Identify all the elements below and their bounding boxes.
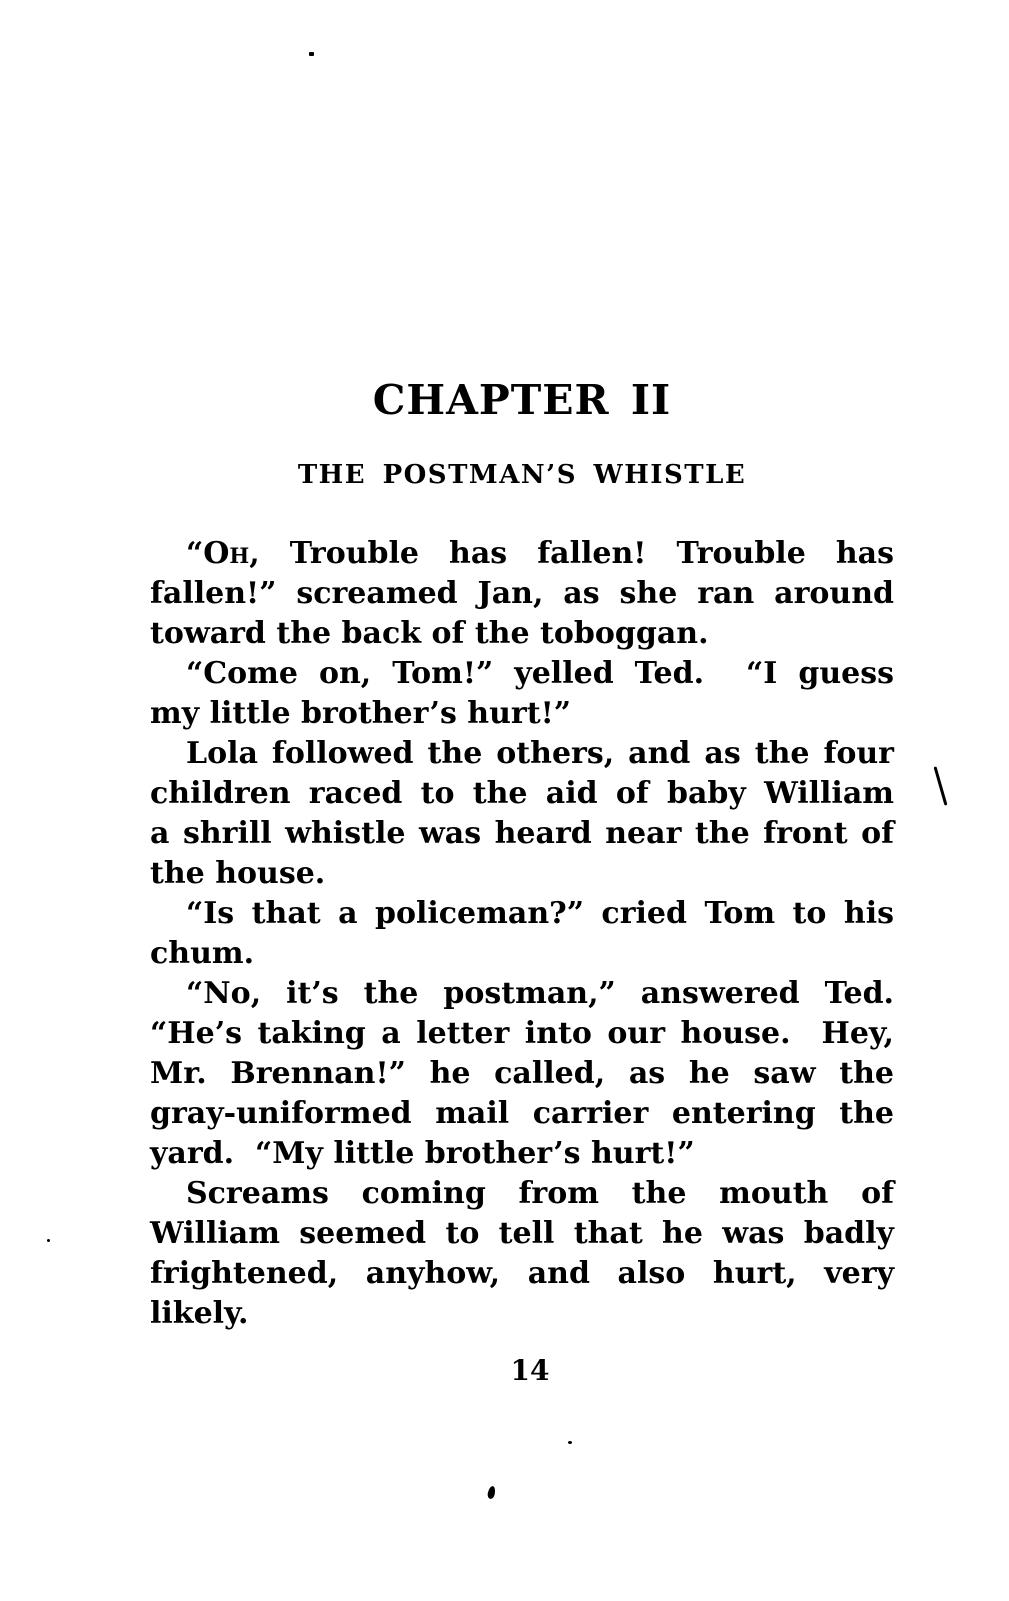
text-line: yard. “My little brother’s hurt!”: [150, 1136, 695, 1171]
stray-line-mark: [934, 766, 948, 805]
text-line: “Come on, Tom!” yelled Ted. “I guess: [186, 656, 894, 691]
text-line-rest: Trouble has fallen! Trouble has: [259, 536, 894, 571]
smallcaps-lead: “Oh,: [186, 536, 260, 571]
chapter-title: CHAPTER II: [372, 376, 672, 424]
text-line: gray-uniformed mail carrier entering the: [150, 1096, 894, 1131]
text-line: [150, 534, 894, 574]
text-line: fallen!” screamed Jan, as she ran around: [150, 576, 894, 611]
text-line: Screams coming from the mouth of: [186, 1176, 894, 1211]
text-line: likely.: [150, 1296, 249, 1331]
page-number: 14: [510, 1354, 550, 1387]
text-line: my little brother’s hurt!”: [150, 696, 571, 731]
ink-apostrophe-mark: [487, 1485, 497, 1499]
text-line: frightened, anyhow, and also hurt, very: [150, 1256, 894, 1291]
ink-speck-top: [309, 52, 314, 56]
text-line: the house.: [150, 856, 326, 891]
chapter-subtitle: THE POSTMAN’S WHISTLE: [297, 460, 747, 490]
text-line: “No, it’s the postman,” answered Ted.: [186, 976, 894, 1011]
ink-speck-left: [47, 1239, 50, 1242]
text-line: Lola followed the others, and as the four: [186, 736, 894, 771]
body-text: [150, 534, 894, 1334]
text-line: “Is that a policeman?” cried Tom to his: [186, 896, 894, 931]
text-line: chum.: [150, 936, 255, 971]
text-line: “He’s taking a letter into our house. Hey,: [150, 1016, 894, 1051]
text-line: toward the back of the toboggan.: [150, 616, 709, 651]
text-line: Mr. Brennan!” he called, as he saw the: [150, 1056, 894, 1091]
ink-speck-bottom: [568, 1441, 572, 1444]
text-line: children raced to the aid of baby William: [150, 776, 894, 811]
text-line: a shrill whistle was heard near the front of: [150, 816, 894, 851]
text-line: William seemed to tell that he was badly: [150, 1216, 894, 1251]
